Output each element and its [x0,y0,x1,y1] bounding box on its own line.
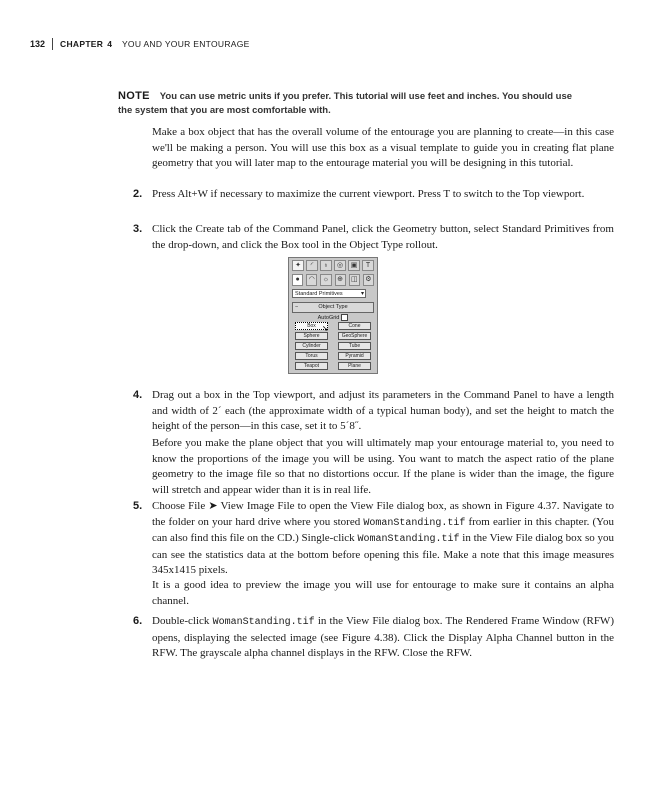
step-5 [133,499,614,579]
autogrid-label: AutoGrid [317,314,340,321]
step-3 [133,222,614,253]
box-button[interactable]: Box [295,322,328,330]
mouse-cursor-icon: ➘ [322,324,329,333]
dropdown-value: Standard Primitives [295,291,343,297]
cameras-icon[interactable]: ⊕ [335,274,346,286]
autogrid-checkbox[interactable] [341,314,348,321]
command-panel-tabs [292,260,374,271]
note-box [118,89,588,118]
page-number: 132 [30,39,46,49]
step-text-part: Choose File ➤ View Image File to open the View File dialog box, as shown in Figure 4.37. Navigate to the folder on your hard drive where you stored [152,500,614,528]
primitive-type-dropdown[interactable] [292,289,366,298]
filename: WomanStanding.tif [363,517,466,529]
chapter-label: CHAPTER [60,39,104,49]
step-number: 5. [133,500,143,512]
chapter-number: 4 [107,39,112,49]
modify-tab-icon[interactable]: ◜ [306,260,318,271]
pyramid-button[interactable]: Pyramid [338,352,371,360]
plane-button[interactable]: Plane [338,362,371,370]
step-number: 4. [133,389,143,401]
step-4 [133,388,614,435]
collapse-icon: − [295,304,299,310]
step-text: Drag out a box in the Top viewport, and adjust its parameters in the Command Panel to have a length and width of 2´ each (the approximate width of a typical human body), and set the height to match the height of the person—in this case, set it to 5´8˝. [152,389,614,432]
step-text-part: in the View File dialog box so you can see the statistics data at the bottom before opening this file. Make a note that this image measures 345x1415 pixels. [152,532,614,576]
step-4-followup: Before you make the plane object that you will ultimately map your entourage material to, you need to know the proportions of the image you will be using. You want to match the aspect ratio of the plane geometry to the image file so that no distortions occur. If the plane is wider than the image, the figure will stretch and appear wider than it is in real life. [152,437,614,496]
motion-tab-icon[interactable]: ◎ [334,260,346,271]
cylinder-button[interactable]: Cylinder [295,342,328,350]
lights-icon[interactable]: ☼ [320,274,331,286]
category-buttons [292,274,374,286]
step-5-followup: It is a good idea to preview the image you will use for entourage to make sure it contains an alpha channel. [152,579,614,607]
sphere-button[interactable]: Sphere [295,332,328,340]
tube-button[interactable]: Tube [338,342,371,350]
step-text-part: Double-click [152,615,213,627]
torus-button[interactable]: Torus [295,352,328,360]
cone-button[interactable]: Cone [338,322,371,330]
step-text-part: in the View File dialog box. The Rendered Frame Window (RFW) opens, displaying the selected image (see Figure 4.38). Click the Display Alpha Channel button in the RFW. The grayscale alpha channel displays in the RFW. Close the RFW. [152,615,614,659]
command-panel-figure [288,257,378,374]
intro-paragraph: Make a box object that has the overall volume of the entourage you are planning to create—in this case we'll be making a person. You will use this box as a visual template to guide you in creating flat plane geometry that you will later map to the entourage material you will be designing in this tutorial. [152,126,614,169]
step-text-part: from earlier in this chapter. (You can also find this file on the CD.) Single-click [152,515,614,544]
chevron-down-icon: ▾ [360,291,364,297]
geometry-icon[interactable]: ● [292,274,303,286]
filename: WomanStanding.tif [357,534,460,545]
header-divider [52,38,53,50]
display-tab-icon[interactable]: ▣ [348,260,360,271]
helpers-icon[interactable]: ◫ [349,274,360,286]
geosphere-button[interactable]: GeoSphere [338,332,371,340]
systems-icon[interactable]: ⚙ [363,274,374,286]
filename: WomanStanding.tif [212,617,315,628]
running-header [30,38,250,50]
rollout-title: Object Type [318,304,348,310]
teapot-button[interactable]: Teapot [295,362,328,370]
step-number: 6. [133,615,143,627]
step-number: 3. [133,223,143,235]
create-tab-icon[interactable]: ✦ [292,260,304,271]
step-2 [133,187,614,203]
object-type-rollout-header[interactable] [292,302,374,313]
note-label: NOTE [118,90,150,102]
hierarchy-tab-icon[interactable]: ♁ [320,260,332,271]
object-type-buttons [295,322,371,370]
chapter-title: YOU AND YOUR ENTOURAGE [121,39,250,49]
note-text: You can use metric units if you prefer. This tutorial will use feet and inches. You should use the system that you are most comfortable with. [118,91,573,116]
step-number: 2. [133,188,143,200]
step-6 [133,614,614,662]
utilities-tab-icon[interactable]: T [362,260,374,271]
autogrid-row [289,314,377,322]
step-text: Press Alt+W if necessary to maximize the current viewport. Press T to switch to the Top viewport. [152,188,585,200]
step-text: Click the Create tab of the Command Panel, click the Geometry button, select Standard Primitives from the drop-down, and click the Box tool in the Object Type rollout. [152,223,614,251]
shapes-icon[interactable]: ◠ [306,274,317,286]
